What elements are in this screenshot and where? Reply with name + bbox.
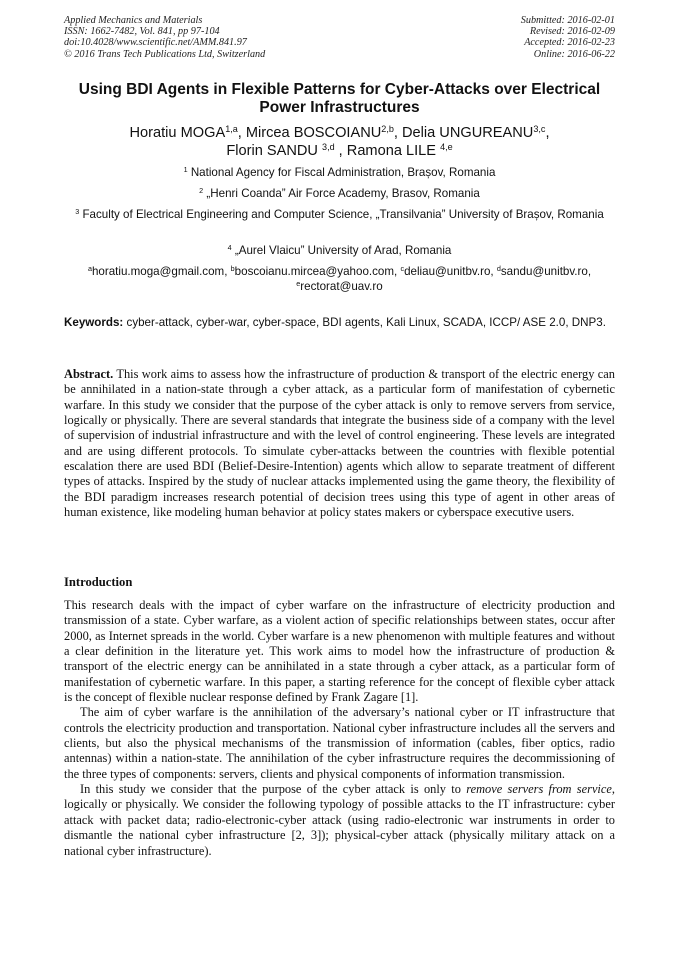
intro-p3-emphasis: remove servers from service bbox=[466, 782, 612, 797]
affiliation-2 bbox=[64, 187, 615, 202]
affiliation-text: Faculty of Electrical Engineering and Computer Science, „Transilvania” University of Brașov, Romania bbox=[82, 208, 604, 221]
intro-paragraph-1: This research deals with the impact of cyber warfare on the infrastructure of electricity production and transmission of a state. Cyber warfare, as a violent action of specific relationships between states, occur after 2000, as Internet spreads in the world. Cyber warfare is a new phenomenon with multiple features and without a clear definition in the literature yet. This work aims to model how the infrastructure of production & transport of the electric energy can be annihilated in a state through a cyber attack, as a particular form of manifestation of cybernetic warfare. In this paper, a starting reference for the concept of flexible cyber attack is the concept of flexible nuclear response defined by Frank Zagare [1]. bbox=[64, 598, 615, 705]
author-emails: $^a$horatiu.moga@gmail.com, $^b$boscoianu.mircea@yahoo.com, $^c$deliau@unitbv.ro, $^d$sandu@unitbv.ro, $^e$rectorat@uav.ro bbox=[87, 264, 592, 293]
doi: doi:10.4028/www.scientific.net/AMM.841.97 bbox=[64, 37, 247, 49]
affiliation-1 bbox=[64, 166, 615, 181]
affiliation-num: 2 bbox=[199, 186, 204, 196]
author-name: Horatiu MOGA bbox=[129, 125, 226, 141]
copyright: © 2016 Trans Tech Publications Ltd, Switzerland bbox=[64, 48, 266, 60]
journal-name: Applied Mechanics and Materials bbox=[64, 15, 203, 26]
affiliation-text: National Agency for Fiscal Administration, Brașov, Romania bbox=[190, 166, 496, 179]
affiliation-text: „Henri Coanda” Air Force Academy, Brasov, Romania bbox=[206, 187, 480, 200]
email-address[interactable]: sandu@unitbv.ro bbox=[500, 265, 588, 278]
author-name: Mircea BOSCOIANU bbox=[245, 125, 382, 141]
author-sup: 2,b bbox=[381, 124, 394, 135]
email-sup: a bbox=[87, 264, 92, 274]
email-address[interactable]: horatiu.moga@gmail.com bbox=[91, 265, 225, 278]
affiliation-4 bbox=[64, 244, 615, 259]
affiliation-num: 1 bbox=[183, 165, 188, 175]
intro-paragraph-3 bbox=[64, 782, 615, 859]
affiliation-num: 4 bbox=[227, 243, 232, 253]
submitted-date: Submitted: 2016-02-01 bbox=[520, 15, 615, 26]
abstract-label: Abstract. bbox=[64, 367, 114, 381]
header-left bbox=[64, 15, 404, 60]
author-list bbox=[64, 124, 615, 160]
author-line-2: Florin SANDU $^{3,d}$ , Ramona LILE $^{4,e}$ bbox=[226, 142, 453, 159]
intro-paragraph-2: The aim of cyber warfare is the annihilation of the adversary’s national cyber or IT infrastructure that controls the electricity production and transportation. National cyber infrastructure includes all the servers and clients, but also the physical mechanisms of the transmission of information (cables, fiber optics, radio antennas) within a nation-state. The annihilation of the cyber infrastructure requires the decommissioning of the three types of components: servers, clients and physical components of information transmission. bbox=[64, 705, 615, 781]
email-sup: b bbox=[230, 264, 235, 274]
email-address[interactable]: rectorat@uav.ro bbox=[300, 279, 383, 293]
keywords bbox=[64, 316, 615, 331]
email-address[interactable]: boscoianu.mircea@yahoo.com bbox=[234, 265, 395, 278]
author-sup: 3,d bbox=[322, 142, 335, 153]
email-sup: e bbox=[296, 278, 301, 288]
email-address[interactable]: deliau@unitbv.ro bbox=[404, 265, 491, 278]
author-line-1: Horatiu MOGA$^{1,a}$, Mircea BOSCOIANU$^{2,b}$, Delia UNGUREANU$^{3,c}$, bbox=[129, 124, 550, 141]
author-name: Florin SANDU bbox=[226, 143, 318, 159]
author-sup: 4,e bbox=[440, 142, 453, 153]
abstract-text: This work aims to assess how the infrastructure of production & transport of the electric energy can be annihilated in a nation-state through a cyber attack, as a particular form of manifestation of cybernetic warfare. In this study we consider that the purpose of the cyber attack is only to remove servers from service, logically or physically. There are several standards that integrate the business side of a company with the level of supervision of industrial infrastructure and with the level of control engineering. These levels are integrated and are using different protocols. To simulate cyber-attacks between the countries with flexible potential escalation there are used BDI (Belief-Desire-Intention) agents which allow to separate treatment of different types of attacks. Inspired by the study of nuclear attacks implemented using the game theory, the flexibility of the BDI paradigm increases research potential of decision trees using this type of agent in other areas of human existence, like modeling human behavior at policy states makers or cyberspace executive users. bbox=[64, 367, 615, 520]
introduction-body bbox=[64, 598, 615, 859]
revised-date: Revised: 2016-02-09 bbox=[529, 26, 615, 38]
header-right bbox=[395, 15, 615, 60]
affiliation-text: „Aurel Vlaicu” University of Arad, Romania bbox=[234, 244, 452, 257]
author-name: Delia UNGUREANU bbox=[401, 125, 534, 141]
intro-p3-end: , logically or physically. We consider the following typology of possible attacks to the IT infrastructure: cyber attack with packet data; radio-electronic-cyber attack (using radio-electronic war instruments in order to dismantle the national cyber infrastructure [2, 3]); physical-cyber attack (physically military attack on a national cyber infrastructure). bbox=[64, 782, 615, 858]
author-name: Ramona LILE bbox=[346, 143, 437, 159]
email-sup: d bbox=[496, 264, 501, 274]
affiliation-num: 3 bbox=[75, 207, 80, 217]
author-sup: 3,c bbox=[533, 124, 546, 135]
section-heading-introduction: Introduction bbox=[64, 575, 133, 589]
author-sup: 1,a bbox=[225, 124, 238, 135]
keywords-text: cyber-attack, cyber-war, cyber-space, BDI agents, Kali Linux, SCADA, ICCP/ ASE 2.0, DNP3. bbox=[126, 316, 606, 329]
intro-p3-start: In this study we consider that the purpose of the cyber attack is only to bbox=[80, 782, 467, 797]
paper-title: Using BDI Agents in Flexible Patterns for Cyber-Attacks over Electrical Power Infrastructures bbox=[78, 81, 601, 116]
email-sup: c bbox=[400, 264, 405, 274]
accepted-date: Accepted: 2016-02-23 bbox=[524, 37, 615, 49]
affiliation-3 bbox=[64, 208, 615, 223]
abstract bbox=[64, 367, 615, 520]
issn: ISSN: 1662-7482, Vol. 841, pp 97-104 bbox=[64, 26, 220, 38]
keywords-label: Keywords: bbox=[64, 316, 124, 329]
online-date: Online: 2016-06-22 bbox=[533, 48, 615, 60]
